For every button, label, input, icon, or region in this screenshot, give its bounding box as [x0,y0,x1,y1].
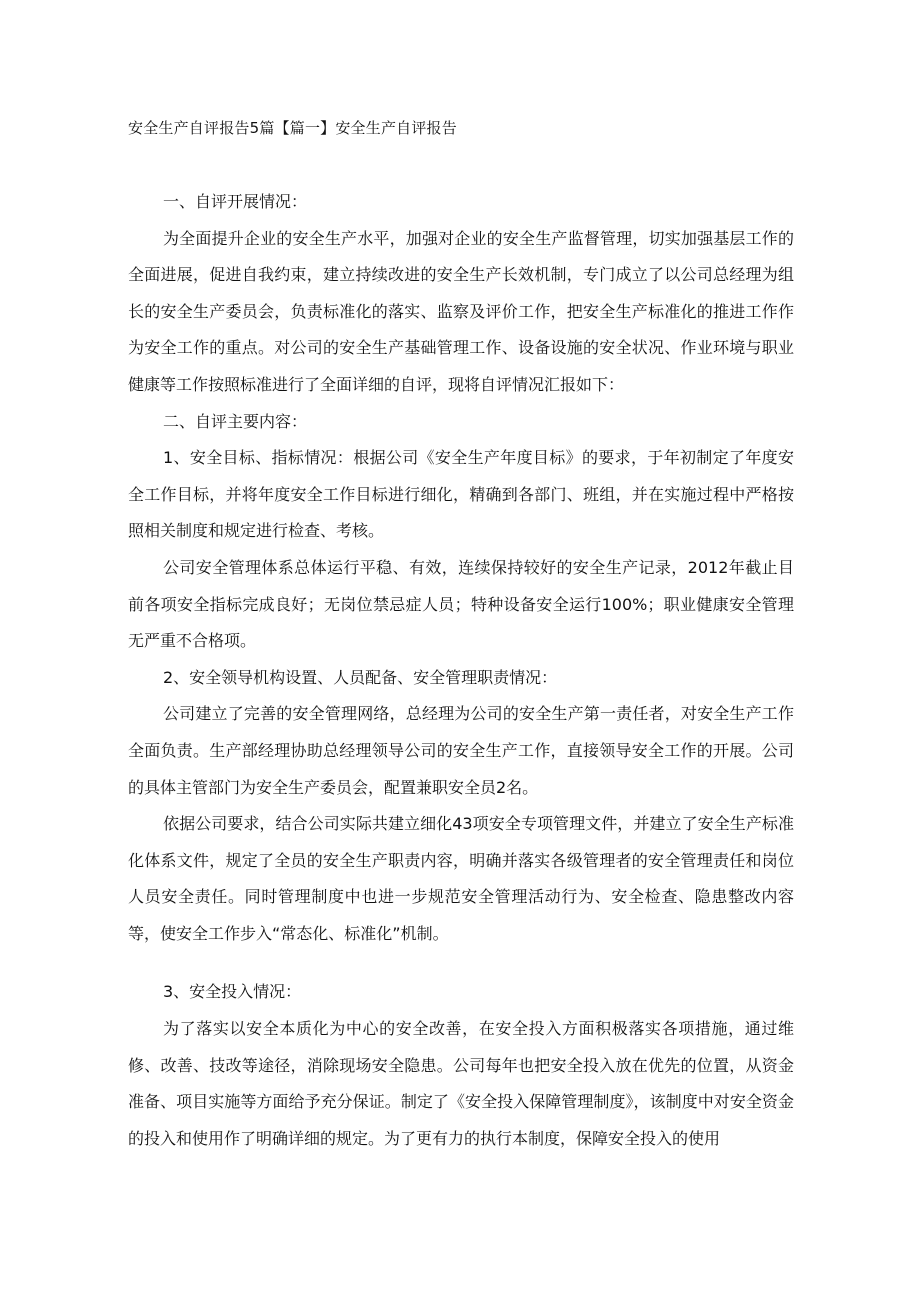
document-body [128,114,794,1157]
section-heading-1: 一、自评开展情况： [163,192,308,211]
section-3-paragraph-2: 依据公司要求，结合公司实际共建立细化43项安全专项管理文件，并建立了安全生产标准化体系文件，规定了全员的安全生产职责内容，明确并落实各级管理者的安全管理责任和岗位人员安全责任。同时管理制度中也进一步规范安全管理活动行为、安全检查、隐患整改内容等，使安全工作步入“常态化、标准化”机制。 [128,814,794,943]
section-4-paragraph-1: 为了落实以安全本质化为中心的安全改善，在安全投入方面积极落实各项措施，通过维修、改善、技改等途径，消除现场安全隐患。公司每年也把安全投入放在优先的位置，从资金准备、项目实施等方面给予充分保证。制定了《安全投入保障管理制度》，该制度中对安全资金的投入和使用作了明确详细的规定。为了更有力的执行本制度，保障安全投入的使用 [128,1019,794,1148]
section-2-paragraph-2: 公司安全管理体系总体运行平稳、有效，连续保持较好的安全生产记录，2012年截止目前各项安全指标完成良好；无岗位禁忌症人员；特种设备安全运行100%；职业健康安全管理无严重不合格项。 [128,557,794,651]
section-heading-2: 二、自评主要内容： [163,411,308,431]
section-3-paragraph-1: 公司建立了完善的安全管理网络，总经理为公司的安全生产第一责任者，对安全生产工作全面负责。生产部经理协助总经理领导公司的安全生产工作，直接领导安全工作的开展。公司的具体主管部门为安全生产委员会，配置兼职安全员2名。 [128,704,794,797]
section-1-paragraph-1: 为全面提升企业的安全生产水平，加强对企业的安全生产监督管理，切实加强基层工作的全面进展，促进自我约束，建立持续改进的安全生产长效机制，专门成立了以公司总经理为组长的安全生产委员会，负责标准化的落实、监察及评价工作，把安全生产标准化的推进工作作为安全工作的重点。对公司的安全生产基础管理工作、设备设施的安全状况、作业环境与职业健康等工作按照标准进行了全面详细的自评，现将自评情况汇报如下： [128,228,794,394]
document-title: 安全生产自评报告5篇【篇一】安全生产自评报告 [128,119,457,137]
section-heading-4: 3、安全投入情况： [163,982,302,1002]
section-heading-3: 2、安全领导机构设置、人员配备、安全管理职责情况： [163,667,558,687]
section-2-paragraph-1: 1、安全目标、指标情况：根据公司《安全生产年度目标》的要求，于年初制定了年度安全工作目标，并将年度安全工作目标进行细化，精确到各部门、班组，并在实施过程中严格按照相关制度和规定进行检查、考核。 [128,448,794,541]
